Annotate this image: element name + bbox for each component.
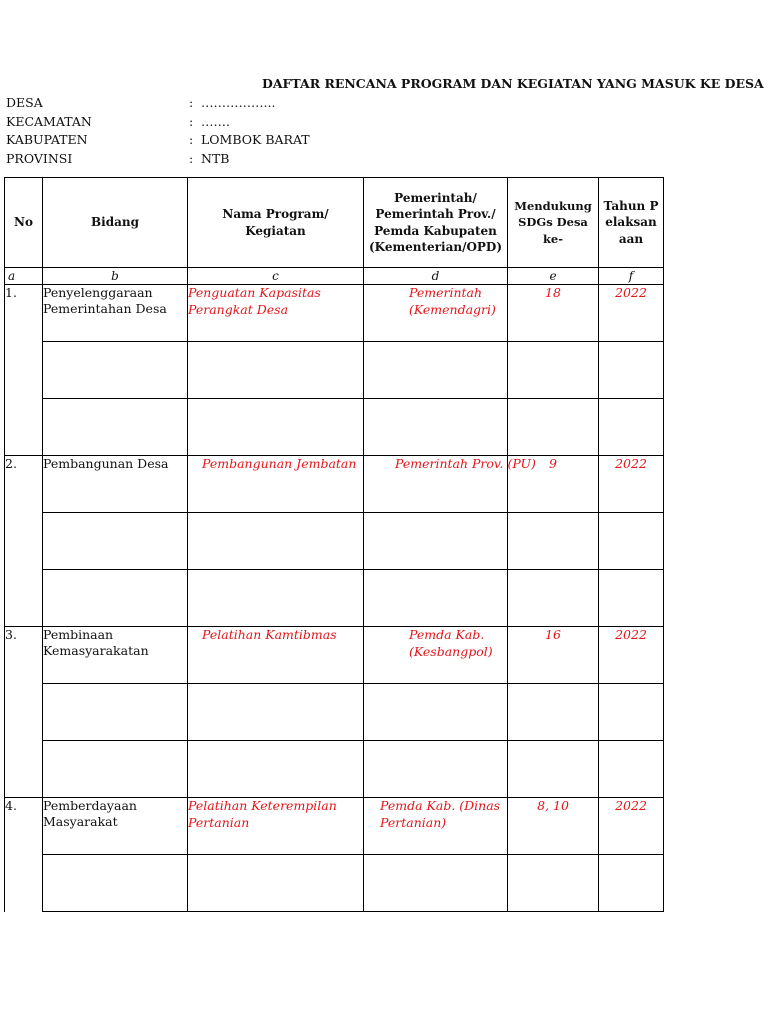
program-cell: Penguatan Kapasitas Perangkat Desa [188, 285, 321, 317]
empty-cell [508, 741, 599, 798]
row-number: 1. [5, 285, 43, 456]
empty-cell [599, 855, 664, 912]
empty-cell [364, 570, 508, 627]
empty-cell [188, 342, 364, 399]
empty-cell [508, 399, 599, 456]
program-cell: Pelatihan Keterempilan Pertanian [188, 798, 337, 830]
empty-cell [364, 342, 508, 399]
empty-cell [599, 513, 664, 570]
meta-label: DESA [6, 95, 43, 110]
table-row [5, 456, 664, 513]
header-no: No [5, 178, 43, 268]
meta-kecamatan [6, 113, 310, 132]
letter-c: c [188, 268, 364, 285]
table-row [5, 798, 664, 855]
meta-value: LOMBOK BARAT [201, 132, 310, 147]
sdgs-cell: 16 [545, 627, 561, 642]
empty-cell [364, 399, 508, 456]
empty-cell [599, 399, 664, 456]
meta-colon: : [189, 150, 194, 166]
empty-cell [364, 741, 508, 798]
pemerintah-cell: Pemerintah (Kemendagri) [409, 285, 496, 317]
sdgs-cell: 18 [545, 285, 561, 300]
header-pemerintah: Pemerintah/ Pemerintah Prov./ Pemda Kabupaten (Kementerian/OPD) [364, 178, 508, 268]
letter-f: f [599, 268, 664, 285]
letter-d: d [364, 268, 508, 285]
pemerintah-cell: Pemerintah Prov. (PU) [395, 456, 536, 471]
empty-cell [188, 741, 364, 798]
tahun-cell: 2022 [615, 627, 647, 642]
empty-cell [364, 513, 508, 570]
tahun-cell: 2022 [615, 798, 647, 813]
empty-cell [43, 342, 188, 399]
empty-cell [508, 570, 599, 627]
table-row-empty [5, 570, 664, 627]
meta-label: KECAMATAN [6, 113, 92, 129]
meta-kabupaten [6, 131, 310, 150]
pemerintah-cell: Pemda Kab. (Kesbangpol) [409, 627, 493, 659]
empty-cell [364, 684, 508, 741]
row-number: 3. [5, 627, 43, 798]
tahun-cell: 2022 [615, 456, 647, 471]
header-tahun: Tahun Pelaksanaan [599, 178, 664, 268]
empty-cell [43, 570, 188, 627]
table-header-row [5, 178, 664, 268]
empty-cell [188, 684, 364, 741]
column-letter-row [5, 268, 664, 285]
letter-a: a [5, 268, 43, 285]
meta-colon: : [189, 132, 194, 147]
header-bidang: Bidang [43, 178, 188, 268]
empty-cell [599, 342, 664, 399]
header-sdgs: Mendukung SDGs Desa ke- [508, 178, 599, 268]
empty-cell [599, 741, 664, 798]
table-row-empty [5, 855, 664, 912]
bidang-cell: Penyelenggaraan Pemerintahan Desa [43, 285, 188, 342]
meta-value: ……………... [201, 95, 276, 110]
letter-e: e [508, 268, 599, 285]
empty-cell [188, 570, 364, 627]
header-info [6, 94, 310, 168]
row-number: 4. [5, 798, 43, 969]
meta-value: NTB [201, 150, 230, 166]
empty-cell [188, 855, 364, 912]
table-row-empty [5, 741, 664, 798]
empty-cell [508, 684, 599, 741]
document-title: DAFTAR RENCANA PROGRAM DAN KEGIATAN YANG MASUK KE DESA [262, 76, 764, 91]
empty-cell [364, 855, 508, 912]
pemerintah-cell: Pemda Kab. (Dinas Pertanian) [380, 798, 501, 830]
empty-cell [188, 513, 364, 570]
sdgs-cell: 8, 10 [537, 798, 569, 813]
table-row-empty [5, 342, 664, 399]
empty-cell [508, 513, 599, 570]
meta-value: ……. [201, 113, 230, 129]
meta-colon: : [189, 113, 194, 129]
page-bottom-margin [0, 912, 768, 1024]
table-row-empty [5, 399, 664, 456]
empty-cell [43, 855, 188, 912]
empty-cell [599, 684, 664, 741]
empty-cell [599, 570, 664, 627]
empty-cell [188, 399, 364, 456]
table-row-empty [5, 684, 664, 741]
program-table [4, 177, 664, 969]
sdgs-cell: 9 [549, 456, 557, 471]
empty-cell [43, 513, 188, 570]
empty-cell [43, 684, 188, 741]
bidang-cell: Pembangunan Desa [43, 456, 188, 513]
table-row [5, 627, 664, 684]
empty-cell [508, 855, 599, 912]
header-program: Nama Program/ Kegiatan [188, 178, 364, 268]
meta-colon: : [189, 95, 194, 110]
meta-label: KABUPATEN [6, 132, 88, 147]
empty-cell [43, 741, 188, 798]
bidang-cell: Pemberdayaan Masyarakat [43, 798, 188, 855]
bidang-cell: Pembinaan Kemasyarakatan [43, 627, 188, 684]
empty-cell [43, 399, 188, 456]
tahun-cell: 2022 [615, 285, 647, 300]
program-cell: Pelatihan Kamtibmas [202, 627, 337, 642]
empty-cell [508, 342, 599, 399]
meta-label: PROVINSI [6, 150, 73, 166]
program-cell: Pembangunan Jembatan [202, 456, 357, 471]
table-row [5, 285, 664, 342]
meta-provinsi [6, 150, 310, 169]
meta-desa [6, 94, 310, 113]
letter-b: b [43, 268, 188, 285]
table-row-empty [5, 513, 664, 570]
row-number: 2. [5, 456, 43, 627]
